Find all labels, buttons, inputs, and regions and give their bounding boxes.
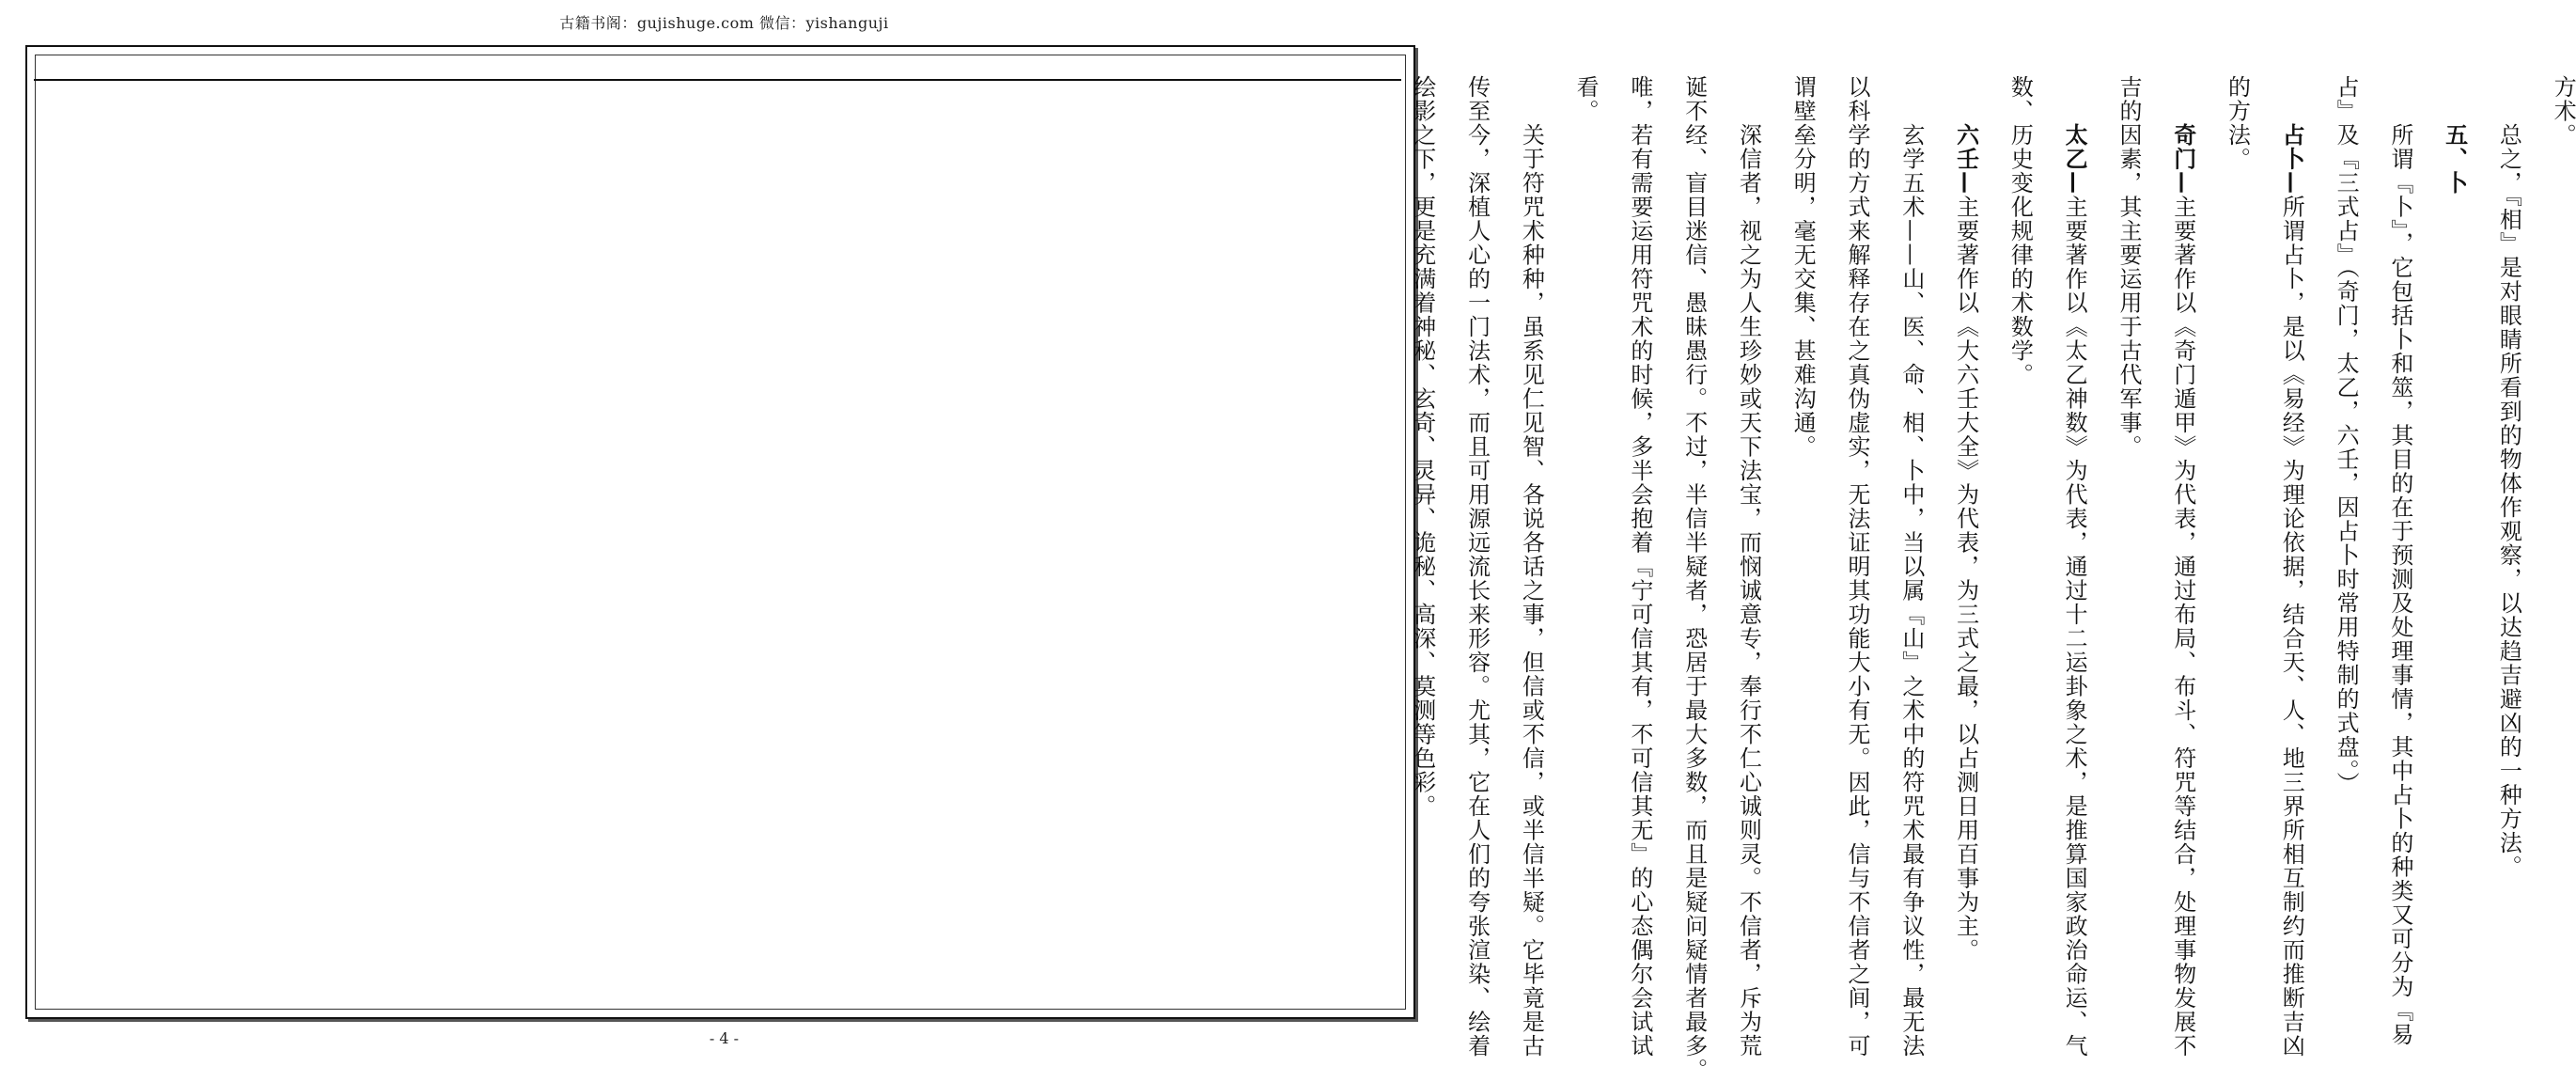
- text-column: 方术。: [2550, 75, 2576, 148]
- text-column: 占』及『三式占』（奇门，太乙，六壬，因占卜时常用特制的式盘。）: [2333, 75, 2360, 796]
- term-definition: 主要著作以《奇门遁甲》为代表，通过布局、布斗、符咒等结合，处理事物发展不: [2169, 195, 2196, 1058]
- text-column: 诞不经、盲目迷信、愚昧愚行。不过，半信半疑者，恐居于最大多数，而且是疑问疑情者最多。: [1680, 75, 1708, 1082]
- text-column: [2061, 75, 2088, 1058]
- text-column: 唯，若有需要运用符咒术的时候，多半会抱着『宁可信其有，不可信其无』的心态偶尔会试试: [1626, 75, 1653, 1058]
- term-label: 奇门—: [2169, 75, 2196, 196]
- text-column: [2169, 75, 2196, 1058]
- text-column: 的方法。: [2224, 75, 2251, 171]
- text-column: 所谓『卜』，它包括卜和筮，其目的在于预测及处理事情，其中占卜的种类又可分为『易: [2386, 75, 2413, 1047]
- text-column: 总之，『相』是对眼睛所看到的物体作观察，以达趋吉避凶的一种方法。: [2495, 75, 2522, 879]
- page-border: [25, 45, 1415, 1019]
- term-definition: 所谓占卜，是以《易经》为理论依据，结合天、人、地三界所相互制约而推断吉凶: [2278, 195, 2305, 1058]
- text-column: 看。: [1572, 75, 1600, 123]
- text-column: 玄学五术——山、医、命、相、卜中，当以属『山』之术中的符咒术最有争议性，最无法: [1897, 75, 1925, 1058]
- text-column: [2278, 75, 2305, 1058]
- text-column: 深信者，视之为人生珍妙或天下法宝，而悯诚意专，奉行不仁心诚则灵。不信者，斥为荒: [1735, 75, 1762, 1058]
- text-column: [1952, 75, 1979, 1006]
- text-column: 谓壁垒分明，毫无交集、甚难沟通。: [1789, 75, 1817, 459]
- term-label: 太乙—: [2061, 75, 2088, 196]
- text-column: 关于符咒术种种，虽系见仁见智、各说各话之事，但信或不信，或半信半疑。它毕竟是古: [1518, 75, 1545, 1058]
- header-rule: [34, 79, 1401, 81]
- text-column: 吉的因素，其主要运用于古代军事。: [2115, 75, 2142, 459]
- text-column: 以科学的方式来解释存在之真伪虚实，无法证明其功能大小有无。因此，信与不信者之间，可: [1844, 75, 1871, 1058]
- section-heading: 五、卜: [2441, 75, 2468, 196]
- vertical-body-text: [1380, 75, 2576, 1082]
- term-definition: 主要著作以《太乙神数》为代表，通过十二运卦象之术，是推算国家政治命运、气: [2061, 195, 2088, 1058]
- page-inner-border: [35, 55, 1406, 1010]
- watermark-text: 古籍书阁：gujishuge.com 微信：yishanguji: [559, 14, 889, 32]
- term-label: 占卜—: [2278, 75, 2305, 196]
- text-column: 绘影之下，更是充满着神秘、玄奇、灵异、诡秘、高深、莫测等色彩。: [1409, 75, 1436, 819]
- term-definition: 主要著作以《大六壬大全》为代表，为三式之最，以占测日用百事为主。: [1952, 195, 1979, 963]
- text-column: 传至今，深植人心的一门法术，而且可用源远流长来形容。尤其，它在人们的夸张渲染、绘着: [1463, 75, 1491, 1058]
- term-label: 六壬—: [1952, 75, 1979, 196]
- page-number: - 4 -: [709, 1029, 740, 1047]
- text-column: 数、历史变化规律的术数学。: [2006, 75, 2034, 387]
